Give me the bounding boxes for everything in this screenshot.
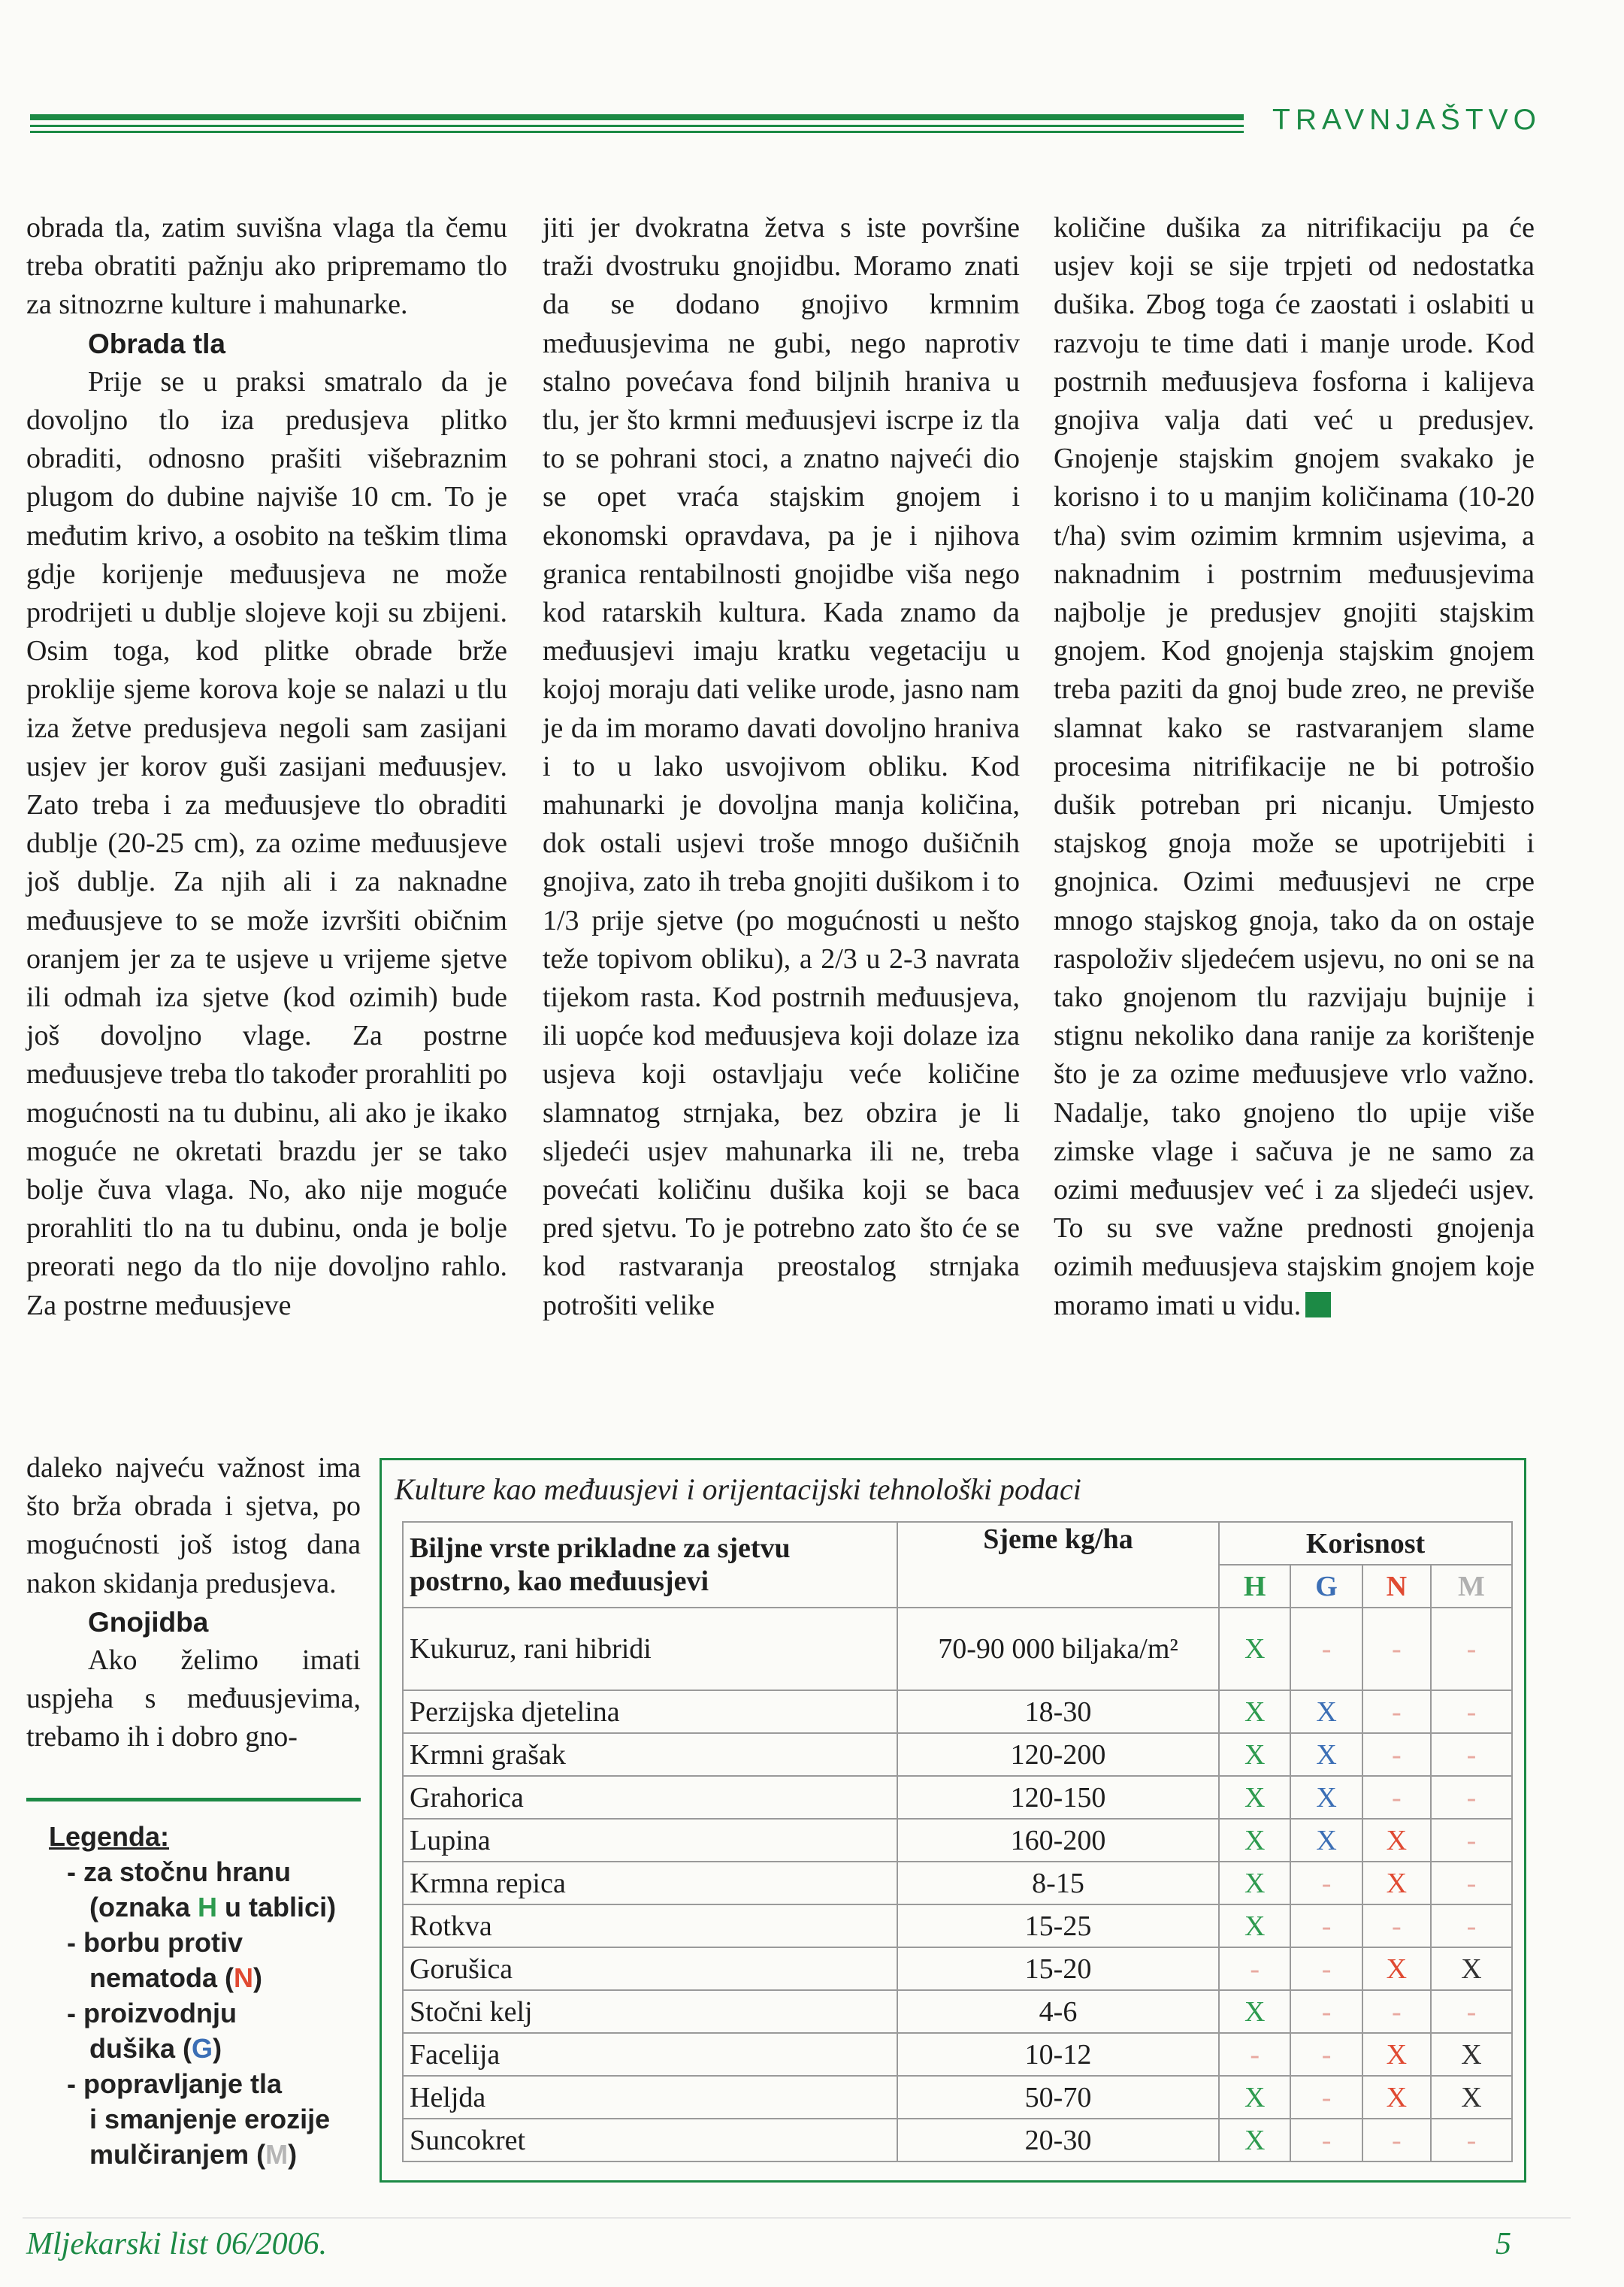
cell-use-g: X xyxy=(1290,1733,1362,1776)
cell-seed: 10-12 xyxy=(897,2033,1219,2076)
cell-use-g: - xyxy=(1290,2033,1362,2076)
cell-use-n: - xyxy=(1362,1608,1431,1690)
cell-use-h: - xyxy=(1219,1947,1290,1990)
column-2 xyxy=(543,209,1020,1325)
legend-item-m-line2: i smanjenje erozije xyxy=(89,2104,331,2134)
table-row xyxy=(403,1819,1512,1862)
cell-use-h: X xyxy=(1219,2119,1290,2161)
cell-use-n: - xyxy=(1362,2119,1431,2161)
cell-use-g: - xyxy=(1290,1990,1362,2033)
legend-item-h: - za stočnu hranu xyxy=(67,1856,292,1887)
cell-seed: 70-90 000 biljaka/m² xyxy=(897,1608,1219,1690)
cell-use-m: - xyxy=(1431,1733,1512,1776)
header-rule-bottom xyxy=(30,131,1244,133)
legend-item-g: - proizvodnju xyxy=(67,1998,237,2028)
cell-species: Rotkva xyxy=(403,1904,897,1947)
cell-seed: 160-200 xyxy=(897,1819,1219,1862)
cell-use-n: - xyxy=(1362,1733,1431,1776)
section-title: TRAVNJAŠTVO xyxy=(1272,104,1541,136)
cell-use-m: X xyxy=(1431,2033,1512,2076)
header-use-m: M xyxy=(1431,1565,1512,1608)
cell-species: Stočni kelj xyxy=(403,1990,897,2033)
cell-use-g: - xyxy=(1290,1947,1362,1990)
cell-use-m: - xyxy=(1431,1690,1512,1733)
header-rule-thin xyxy=(30,125,1244,127)
table-row xyxy=(403,2033,1512,2076)
table-row xyxy=(403,1904,1512,1947)
cell-seed: 8-15 xyxy=(897,1862,1219,1904)
end-mark-square xyxy=(1305,1292,1331,1317)
header-seed: Sjeme kg/ha xyxy=(897,1522,1219,1608)
header-species: Biljne vrste prikladne za sjetvu postrno, kao međuusjevi xyxy=(403,1522,897,1608)
heading-obrada-tla: Obrada tla xyxy=(88,328,225,359)
cell-use-n: X xyxy=(1362,1819,1431,1862)
cell-use-h: X xyxy=(1219,1776,1290,1819)
cell-use-h: X xyxy=(1219,1819,1290,1862)
table-row xyxy=(403,1733,1512,1776)
cell-species: Gorušica xyxy=(403,1947,897,1990)
header-use-n: N xyxy=(1362,1565,1431,1608)
cell-use-h: X xyxy=(1219,1862,1290,1904)
table-row xyxy=(403,1690,1512,1733)
cell-use-g: X xyxy=(1290,1776,1362,1819)
cell-use-n: X xyxy=(1362,1947,1431,1990)
cell-use-m: X xyxy=(1431,2076,1512,2119)
column-1 xyxy=(26,209,507,1325)
cell-use-m: - xyxy=(1431,1904,1512,1947)
cell-use-n: - xyxy=(1362,1776,1431,1819)
cell-use-m: - xyxy=(1431,1608,1512,1690)
cell-species: Facelija xyxy=(403,2033,897,2076)
cell-seed: 4-6 xyxy=(897,1990,1219,2033)
cell-species: Suncokret xyxy=(403,2119,897,2161)
cell-use-n: - xyxy=(1362,1690,1431,1733)
cell-use-n: X xyxy=(1362,1862,1431,1904)
header-use: Korisnost xyxy=(1219,1522,1512,1565)
cell-use-g: X xyxy=(1290,1819,1362,1862)
cell-species: Grahorica xyxy=(403,1776,897,1819)
table-row xyxy=(403,2076,1512,2119)
legend-item-g-code: dušika (G) xyxy=(89,2033,222,2064)
column-3 xyxy=(1054,209,1535,1325)
cell-use-h: X xyxy=(1219,1733,1290,1776)
table-row xyxy=(403,2119,1512,2161)
cell-seed: 50-70 xyxy=(897,2076,1219,2119)
table-row xyxy=(403,1990,1512,2033)
cell-seed: 120-200 xyxy=(897,1733,1219,1776)
heading-gnojidba: Gnojidba xyxy=(88,1606,209,1638)
footer-page-number: 5 xyxy=(1495,2227,1511,2261)
cell-use-h: X xyxy=(1219,1990,1290,2033)
cell-use-n: - xyxy=(1362,1904,1431,1947)
table-row xyxy=(403,1862,1512,1904)
cell-species: Lupina xyxy=(403,1819,897,1862)
header-use-h: H xyxy=(1219,1565,1290,1608)
cell-seed: 15-25 xyxy=(897,1904,1219,1947)
cell-species: Krmna repica xyxy=(403,1862,897,1904)
cell-species: Krmni grašak xyxy=(403,1733,897,1776)
cell-use-h: X xyxy=(1219,2076,1290,2119)
cell-use-g: X xyxy=(1290,1690,1362,1733)
cell-seed: 20-30 xyxy=(897,2119,1219,2161)
legend-item-m-code: mulčiranjem (M) xyxy=(89,2139,298,2170)
cell-use-m: - xyxy=(1431,1862,1512,1904)
cell-use-m: - xyxy=(1431,1990,1512,2033)
cell-use-g: - xyxy=(1290,2076,1362,2119)
cell-seed: 120-150 xyxy=(897,1776,1219,1819)
cell-species: Heljda xyxy=(403,2076,897,2119)
cell-use-g: - xyxy=(1290,1608,1362,1690)
cell-use-g: - xyxy=(1290,1862,1362,1904)
col1-gnojidba-paragraph: Ako želimo imati uspjeha s međuusjevima, trebamo ih i dobro gno- xyxy=(26,1644,361,1753)
column-1-lower xyxy=(26,1449,361,1757)
cell-use-g: - xyxy=(1290,1904,1362,1947)
cell-use-h: X xyxy=(1219,1904,1290,1947)
cell-use-n: X xyxy=(1362,2033,1431,2076)
col1-obrada-tail: daleko najveću važnost ima što brža obrada i sjetva, po mogućnosti još istog dana nakon skidanja predusjeva. xyxy=(26,1452,361,1599)
col3-text: količine dušika za nitrifikaciju pa će usjev koji se sije trpjeti od nedostatka dušika. Zbog toga će zaostati i oslabiti u razvoju te time dati i manje urode. Kod postrnih međuusjeva fosforna i kalijeva gnojiva valja dati već u predusjev. Gnojenje stajskim gnojem svakako je korisno i to u manjim količinama (10-20 t/ha) svim ozimim krmnim usjevima, a naknadnim i postrnim međuusjevima najbolje je predusjev gnojiti stajskim gnojem. Kod gnojenja stajskim gnojem treba paziti da gnoj bude zreo, ne previše slamnat kako se rastvaranjem slame procesima nitrifikacije ne bi potrošio dušik potreban pri nicanju. Umjesto stajskog gnoja može se upotrijebiti i gnojnica. Ozimi međuusjevi ne crpe mnogo stajskog gnoja, tako da on ostaje raspoloživ sljedećem usjevu, no oni se na tako gnojenom tlu razvijaju bujnije i stignu nekoliko dana ranije za korištenje što je za ozime međuusjeve vrlo važno. Nadalje, tako gnojeno tlo upije više zimske vlage i sačuva je ne samo za ozimi međuusjev već i za sljedeći usjev. To su sve važne prednosti gnojenja ozimih međuusjeva stajskim gnojem koje moramo imati u vidu. xyxy=(1054,212,1535,1321)
table-caption: Kulture kao međuusjevi i orijentacijski tehnološki podaci xyxy=(395,1472,1081,1506)
crop-table xyxy=(402,1521,1513,2162)
cell-use-h: - xyxy=(1219,2033,1290,2076)
cell-seed: 15-20 xyxy=(897,1947,1219,1990)
cell-use-n: X xyxy=(1362,2076,1431,2119)
cell-use-m: - xyxy=(1431,1819,1512,1862)
legend-separator xyxy=(26,1798,361,1801)
table-row xyxy=(403,1608,1512,1690)
cell-species: Kukuruz, rani hibridi xyxy=(403,1608,897,1690)
cell-use-m: - xyxy=(1431,2119,1512,2161)
legend-item-h-code: (oznaka H u tablici) xyxy=(89,1892,337,1922)
legend xyxy=(49,1819,336,2172)
col1-intro: obrada tla, zatim suvišna vlaga tla čemu treba obratiti pažnju ako pripremamo tlo za sitnozrne kulture i mahunarke. xyxy=(26,212,507,321)
legend-item-n: - borbu protiv xyxy=(67,1927,243,1958)
header-use-g: G xyxy=(1290,1565,1362,1608)
cell-use-m: - xyxy=(1431,1776,1512,1819)
legend-item-n-code: nematoda (N) xyxy=(89,1962,263,1993)
col3-paragraph xyxy=(1054,209,1535,1325)
table-body xyxy=(403,1608,1512,2161)
table-row xyxy=(403,1776,1512,1819)
footer-rule xyxy=(23,2217,1571,2219)
legend-title: Legenda: xyxy=(49,1821,170,1852)
cell-use-g: - xyxy=(1290,2119,1362,2161)
footer-publication: Mljekarski list 06/2006. xyxy=(26,2227,328,2261)
cell-use-h: X xyxy=(1219,1690,1290,1733)
cell-species: Perzijska djetelina xyxy=(403,1690,897,1733)
cell-use-h: X xyxy=(1219,1608,1290,1690)
col2-paragraph: jiti jer dvokratna žetva s iste površine traži dvostruku gnojidbu. Moramo znati da se dodano gnojivo krmnim međuusjevima ne gubi, nego naprotiv stalno povećava fond biljnih hraniva u tlu, jer što krmni međuusjevi iscrpe iz tla to se pohrani stoci, a znatno najveći dio se opet vraća stajskim gnojem i ekonomski opravdava, pa je i njihova granica rentabilnosti gnojidbe viša nego kod ratarskih kultura. Kada znamo da međuusjevi imaju kratku vegetaciju u kojoj moraju dati velike urode, jasno nam je da im moramo davati dovoljno hraniva i to u lako usvojivom obliku. Kod mahunarki je dovoljna manja količina, dok ostali usjevi troše mnogo dušičnih gnojiva, zato ih treba gnojiti dušikom i to 1/3 prije sjetve (po mogućnosti u nešto teže topivom obliku), a 2/3 u 2-3 navrata tijekom rasta. Kod postrnih međuusjeva, ili uopće kod međuusjeva koji dolaze iza usjeva koji ostavljaju veće količine slamnatog strnjaka, bez obzira je li sljedeći usjev mahunarka ili ne, treba povećati količinu dušika koji se baca pred sjetvu. To je potrebno zato što će se kod rastvaranja preostalog strnjaka potrošiti velike xyxy=(543,212,1020,1321)
header-rule-thick xyxy=(30,114,1244,120)
cell-use-n: - xyxy=(1362,1990,1431,2033)
table-row xyxy=(403,1947,1512,1990)
cell-use-m: X xyxy=(1431,1947,1512,1990)
cell-seed: 18-30 xyxy=(897,1690,1219,1733)
col1-obrada-paragraph: Prije se u praksi smatralo da je dovoljno tlo iza predusjeva plitko obraditi, odnosno prašiti višebraznim plugom do dubine najviše 10 cm. To je međutim krivo, a osobito na teškim tlima gdje korijenje međuusjeva ne može prodrijeti u dublje slojeve koji su zbijeni. Osim toga, kod plitke obrade brže proklije sjeme korova koje se nalazi u tlu iza žetve predusjeva negoli sam zasijani usjev jer korov guši zasijani međuusjev. Zato treba i za međuusjeve tlo obraditi dublje (20-25 cm), za ozime međuusjeve još dublje. Za njih ali i za naknadne međuusjeve to se može izvršiti običnim oranjem jer za te usjeve u vrijeme sjetve ili odmah iza sjetve (kod ozimih) bude još dovoljno vlage. Za postrne međuusjeve treba tlo također prorahliti po mogućnosti na tu dubinu, ali ako je ikako moguće ne okretati brazdu jer se tako bolje čuva vlaga. No, ako nije moguće prorahliti tlo na tu dubinu, onda je bolje preorati nego da tlo nije dovoljno rahlo. Za postrne međuusjeve xyxy=(26,365,507,1321)
legend-item-m: - popravljanje tla xyxy=(67,2068,283,2099)
